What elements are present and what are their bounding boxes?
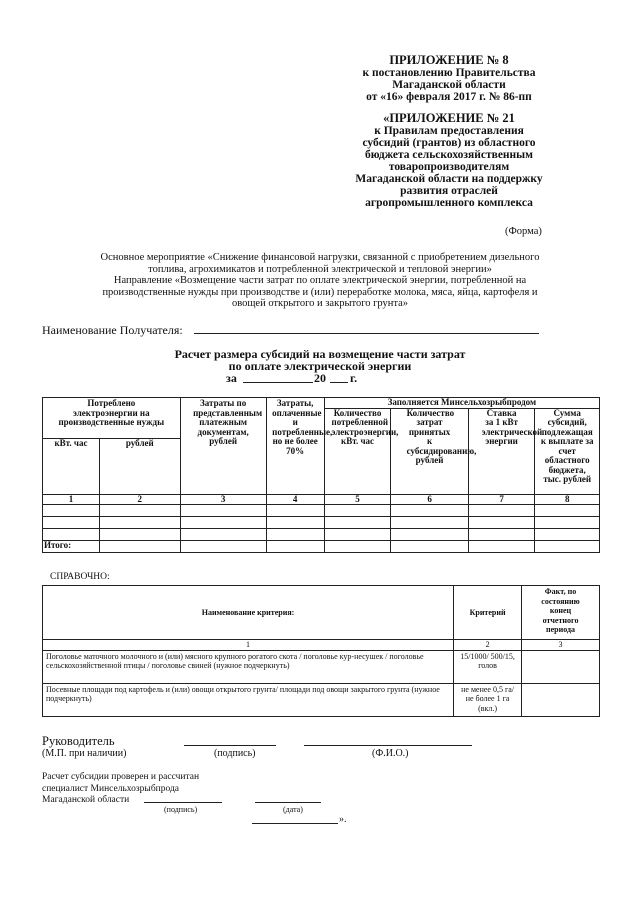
closing-mark: ».	[339, 814, 347, 825]
appendix-header	[318, 54, 580, 103]
header-consumed: Потреблено электроэнергии на производственные нужды	[43, 398, 181, 439]
closing-field[interactable]	[252, 823, 338, 824]
rules-line: Магаданской области на поддержку	[355, 173, 543, 185]
name-hint: (Ф.И.О.)	[372, 748, 409, 759]
calc-title	[100, 348, 540, 385]
header-criterion: Критерий	[454, 586, 522, 640]
table-row[interactable]	[43, 683, 600, 716]
header-rate: Ставка за 1 кВт электрической энергии	[468, 408, 535, 494]
column-numbers-row	[43, 494, 600, 505]
recipient-field[interactable]	[194, 333, 539, 334]
checked-line: Расчет субсидии проверен и рассчитан	[42, 772, 200, 782]
calc-title-line: Расчет размера субсидий на возмещение части затрат	[174, 347, 466, 361]
decree-line: к постановлению Правительства	[362, 67, 536, 79]
period-line	[100, 372, 540, 385]
column-number: 8	[535, 494, 600, 505]
period-year: 20	[314, 371, 326, 385]
total-label: Итого:	[43, 541, 100, 553]
rules-line: к Правилам предоставления	[374, 125, 524, 137]
total-row[interactable]	[43, 541, 600, 553]
criteria-table	[42, 585, 600, 717]
header-rub: рублей	[99, 438, 180, 494]
checked-line: специалист Минсельхозрыбпрода	[42, 783, 180, 794]
stamp-note: (М.П. при наличии)	[42, 748, 127, 759]
header-fact: Факт, по состоянию конец отчетного периода	[522, 586, 600, 640]
rules-lines	[318, 125, 580, 209]
rules-line: субсидий (грантов) из областного	[362, 137, 536, 149]
date-hint: (дата)	[283, 805, 303, 814]
criterion-value: 15/1000/ 500/15, голов	[454, 650, 522, 683]
rules-line: агропромышленного комплекса	[365, 197, 533, 209]
year-field[interactable]	[330, 382, 348, 383]
column-number: 2	[454, 640, 522, 651]
recipient-label: Наименование Получателя:	[42, 323, 183, 337]
intro-line: топлива, агрохимикатов и потребленной электрической и тепловой энергии»	[148, 263, 492, 275]
appendix-8-title: ПРИЛОЖЕНИЕ № 8	[389, 53, 509, 67]
intro-line: Основное мероприятие «Снижение финансовой нагрузки, связанной с приобретением дизельного	[100, 252, 540, 263]
criterion-name: Поголовье маточного молочного и (или) мясного крупного рогатого скота / поголовье кур-несушек / поголовье сельскохозяйственной птицы / поголовье свиней (нужное подчеркнуть)	[43, 650, 454, 683]
rules-line: бюджета сельскохозяйственным	[365, 149, 533, 161]
specialist-date-field[interactable]	[255, 802, 321, 803]
intro-text	[40, 252, 600, 310]
table-row[interactable]	[43, 650, 600, 683]
table-row[interactable]	[43, 517, 600, 529]
checked-line: Магаданской области	[42, 795, 130, 805]
column-number: 6	[391, 494, 468, 505]
reference-label: СПРАВОЧНО:	[50, 572, 110, 582]
table-row[interactable]	[43, 529, 600, 541]
sign-hint-2: (подпись)	[164, 805, 198, 814]
column-number: 3	[180, 494, 266, 505]
decree-line: Магаданской области	[392, 79, 506, 91]
head-signature-field[interactable]	[184, 745, 276, 746]
column-number: 2	[99, 494, 180, 505]
appendix-21-header	[318, 112, 580, 209]
column-number: 1	[43, 640, 454, 651]
period-field[interactable]	[243, 382, 313, 383]
subsidy-calc-table	[42, 397, 600, 553]
intro-line: производственные нужды при производстве и (или) переработке молока, мяса, яйца, картофеля и	[102, 286, 538, 298]
head-name-field[interactable]	[304, 745, 472, 746]
rules-line: товаропроизводителям	[388, 161, 510, 173]
period-suffix: г.	[350, 371, 358, 385]
table-row[interactable]	[43, 505, 600, 517]
column-number: 1	[43, 494, 100, 505]
header-kwh: кВт. час	[43, 438, 100, 494]
header-ministry: Заполняется Минсельхозрыбпродом	[324, 398, 599, 409]
column-number: 3	[522, 640, 600, 651]
header-qty: Количество потребленной электроэнергии, кВт. час	[324, 408, 391, 494]
rules-line: развития отраслей	[400, 185, 498, 197]
column-number: 5	[324, 494, 391, 505]
header-costs: Затраты по представленным платежным документам, рублей	[180, 398, 266, 495]
column-numbers-row	[43, 640, 600, 651]
header-sum: Сумма субсидий, подлежащая к выплате за счет областного бюджета, тыс. рублей	[535, 408, 600, 494]
column-number: 4	[266, 494, 324, 505]
form-label: (Форма)	[505, 226, 542, 237]
head-label: Руководитель	[42, 734, 115, 748]
criterion-name: Посевные площади под картофель и (или) овощи открытого грунта/ площади под овощи закрытого грунта (нужное подчеркнуть)	[43, 683, 454, 716]
sign-hint: (подпись)	[214, 748, 256, 759]
fact-value[interactable]	[522, 650, 600, 683]
intro-line: овощей открытого и закрытого грунта»	[231, 298, 409, 309]
column-number: 7	[468, 494, 535, 505]
intro-line: Направление «Возмещение части затрат по оплате электрической энергии, потребленной на	[113, 275, 527, 286]
header-criterion-name: Наименование критерия:	[43, 586, 454, 640]
appendix-21-title: «ПРИЛОЖЕНИЕ № 21	[383, 111, 515, 125]
header-qty-accepted: Количество затрат принятых к субсидированию, рублей	[391, 408, 468, 494]
decree-line: от «16» февраля 2017 г. № 86-пп	[366, 91, 532, 103]
criterion-value: не менее 0,5 га/ не более 1 га (вкл.)	[454, 683, 522, 716]
header-costs-paid: Затраты, оплаченные и потребленные, но не более 70%	[266, 398, 324, 495]
fact-value[interactable]	[522, 683, 600, 716]
period-prefix: за	[226, 371, 237, 385]
specialist-signature-field[interactable]	[144, 802, 222, 803]
calc-title-line: по оплате электрической энергии	[228, 359, 412, 373]
